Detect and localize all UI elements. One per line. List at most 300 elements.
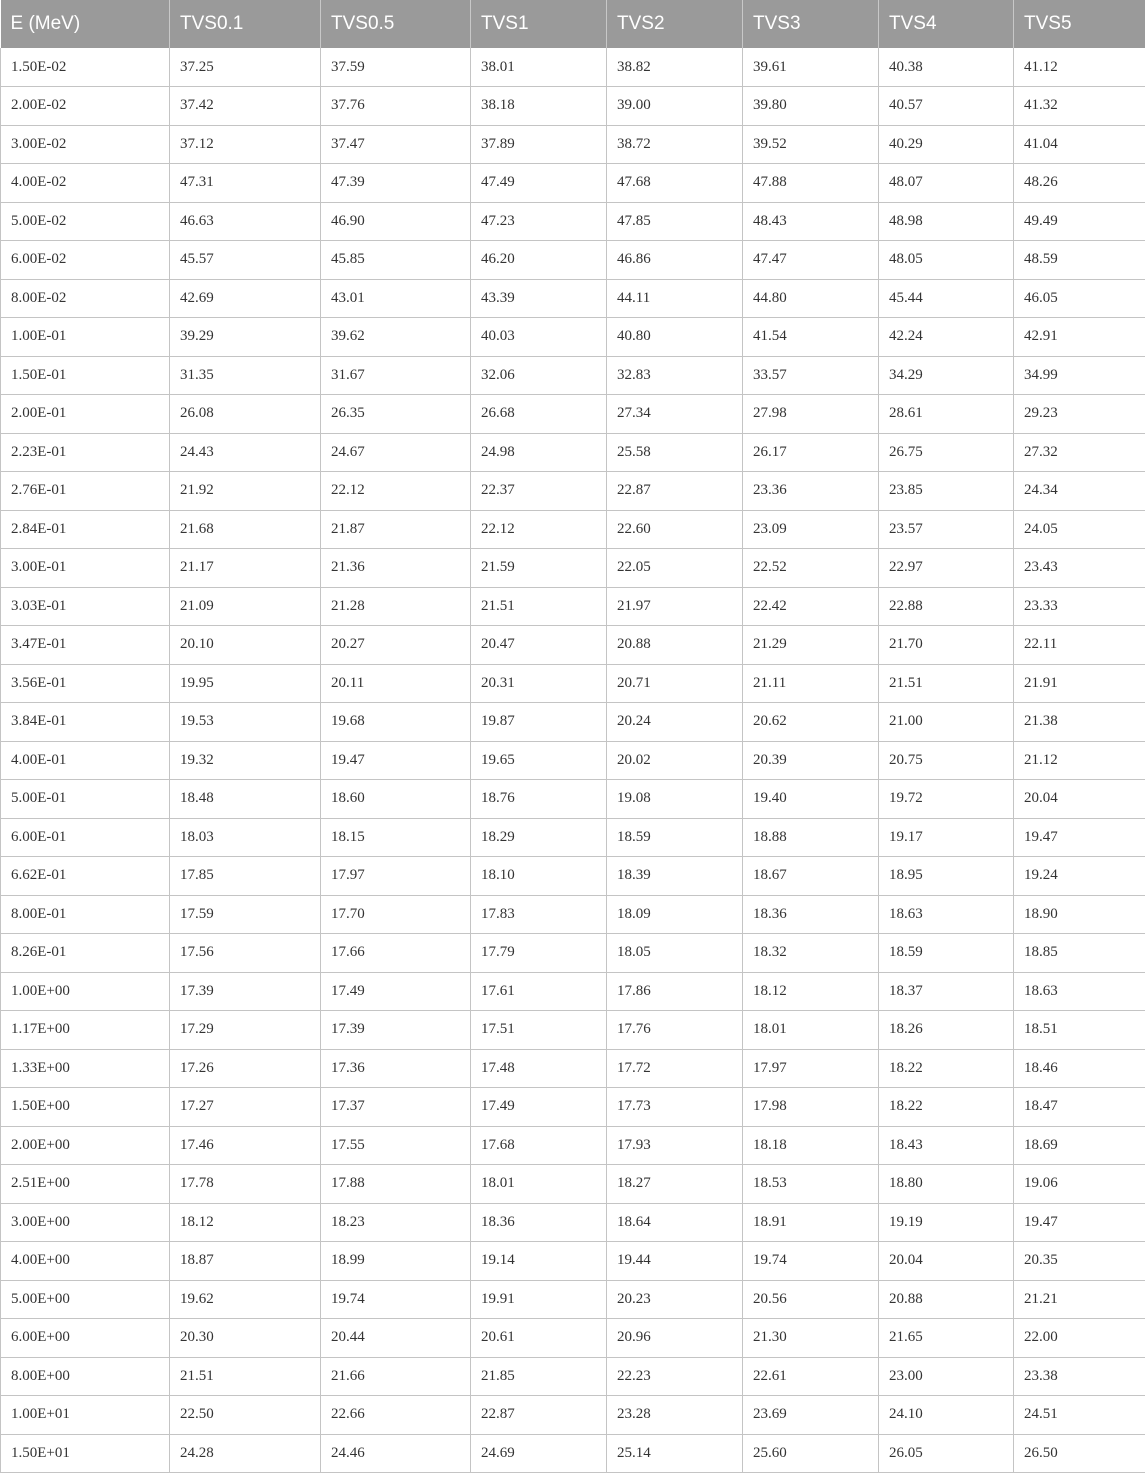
energy-cell: 1.50E+01 [1, 1434, 170, 1473]
value-cell: 17.85 [170, 857, 321, 896]
value-cell: 19.47 [1014, 818, 1145, 857]
table-row [1, 780, 1145, 819]
energy-cell: 8.00E-01 [1, 895, 170, 934]
table-row [1, 626, 1145, 665]
value-cell: 37.47 [321, 125, 471, 164]
value-cell: 24.46 [321, 1434, 471, 1473]
value-cell: 22.12 [321, 472, 471, 511]
value-cell: 38.82 [607, 48, 743, 87]
table-row [1, 1203, 1145, 1242]
value-cell: 19.47 [1014, 1203, 1145, 1242]
value-cell: 18.76 [471, 780, 607, 819]
energy-cell: 3.84E-01 [1, 703, 170, 742]
value-cell: 18.23 [321, 1203, 471, 1242]
value-cell: 17.29 [170, 1011, 321, 1050]
value-cell: 26.75 [879, 433, 1014, 472]
value-cell: 25.60 [743, 1434, 879, 1473]
energy-cell: 1.17E+00 [1, 1011, 170, 1050]
table-row [1, 241, 1145, 280]
table-row [1, 818, 1145, 857]
value-cell: 49.49 [1014, 202, 1145, 241]
value-cell: 24.28 [170, 1434, 321, 1473]
table-row [1, 87, 1145, 126]
value-cell: 20.30 [170, 1319, 321, 1358]
value-cell: 18.22 [879, 1049, 1014, 1088]
table-row [1, 1165, 1145, 1204]
value-cell: 20.75 [879, 741, 1014, 780]
value-cell: 40.57 [879, 87, 1014, 126]
value-cell: 42.69 [170, 279, 321, 318]
value-cell: 22.97 [879, 549, 1014, 588]
value-cell: 17.98 [743, 1088, 879, 1127]
value-cell: 26.17 [743, 433, 879, 472]
value-cell: 20.23 [607, 1280, 743, 1319]
energy-cell: 2.84E-01 [1, 510, 170, 549]
value-cell: 17.76 [607, 1011, 743, 1050]
value-cell: 22.05 [607, 549, 743, 588]
value-cell: 26.05 [879, 1434, 1014, 1473]
value-cell: 19.14 [471, 1242, 607, 1281]
value-cell: 18.15 [321, 818, 471, 857]
value-cell: 21.66 [321, 1357, 471, 1396]
value-cell: 22.52 [743, 549, 879, 588]
value-cell: 23.36 [743, 472, 879, 511]
value-cell: 26.35 [321, 395, 471, 434]
value-cell: 24.51 [1014, 1396, 1145, 1435]
value-cell: 47.49 [471, 164, 607, 203]
value-cell: 19.65 [471, 741, 607, 780]
value-cell: 46.86 [607, 241, 743, 280]
value-cell: 18.95 [879, 857, 1014, 896]
value-cell: 18.36 [471, 1203, 607, 1242]
value-cell: 17.93 [607, 1126, 743, 1165]
value-cell: 20.10 [170, 626, 321, 665]
table-row [1, 202, 1145, 241]
value-cell: 18.39 [607, 857, 743, 896]
value-cell: 37.76 [321, 87, 471, 126]
energy-cell: 1.50E+00 [1, 1088, 170, 1127]
value-cell: 17.66 [321, 934, 471, 973]
value-cell: 45.85 [321, 241, 471, 280]
value-cell: 29.23 [1014, 395, 1145, 434]
table-row [1, 549, 1145, 588]
value-cell: 21.70 [879, 626, 1014, 665]
value-cell: 22.00 [1014, 1319, 1145, 1358]
energy-cell: 8.26E-01 [1, 934, 170, 973]
value-cell: 18.85 [1014, 934, 1145, 973]
value-cell: 22.42 [743, 587, 879, 626]
value-cell: 27.98 [743, 395, 879, 434]
value-cell: 20.35 [1014, 1242, 1145, 1281]
value-cell: 18.59 [607, 818, 743, 857]
table-row [1, 1434, 1145, 1473]
value-cell: 23.09 [743, 510, 879, 549]
value-cell: 37.12 [170, 125, 321, 164]
table-row [1, 1357, 1145, 1396]
value-cell: 21.59 [471, 549, 607, 588]
value-cell: 22.66 [321, 1396, 471, 1435]
value-cell: 18.63 [879, 895, 1014, 934]
energy-cell: 2.00E-01 [1, 395, 170, 434]
table-row [1, 318, 1145, 357]
value-cell: 22.12 [471, 510, 607, 549]
table-row [1, 1280, 1145, 1319]
energy-cell: 2.23E-01 [1, 433, 170, 472]
value-cell: 18.88 [743, 818, 879, 857]
value-cell: 20.11 [321, 664, 471, 703]
value-cell: 20.39 [743, 741, 879, 780]
value-cell: 20.02 [607, 741, 743, 780]
value-cell: 19.08 [607, 780, 743, 819]
value-cell: 23.69 [743, 1396, 879, 1435]
table-row [1, 587, 1145, 626]
table-row [1, 664, 1145, 703]
table-row [1, 164, 1145, 203]
energy-cell: 4.00E-01 [1, 741, 170, 780]
value-cell: 46.63 [170, 202, 321, 241]
value-cell: 21.97 [607, 587, 743, 626]
value-cell: 38.01 [471, 48, 607, 87]
value-cell: 45.44 [879, 279, 1014, 318]
value-cell: 20.96 [607, 1319, 743, 1358]
value-cell: 18.37 [879, 972, 1014, 1011]
value-cell: 18.10 [471, 857, 607, 896]
value-cell: 46.05 [1014, 279, 1145, 318]
column-header-energy: E (MeV) [1, 0, 170, 48]
value-cell: 40.80 [607, 318, 743, 357]
value-cell: 26.68 [471, 395, 607, 434]
table-row [1, 1319, 1145, 1358]
value-cell: 18.48 [170, 780, 321, 819]
value-cell: 37.25 [170, 48, 321, 87]
value-cell: 17.39 [170, 972, 321, 1011]
value-cell: 21.51 [879, 664, 1014, 703]
value-cell: 21.28 [321, 587, 471, 626]
value-cell: 21.11 [743, 664, 879, 703]
value-cell: 18.53 [743, 1165, 879, 1204]
table-row [1, 356, 1145, 395]
value-cell: 23.38 [1014, 1357, 1145, 1396]
value-cell: 43.39 [471, 279, 607, 318]
value-cell: 18.80 [879, 1165, 1014, 1204]
value-cell: 18.47 [1014, 1088, 1145, 1127]
value-cell: 48.43 [743, 202, 879, 241]
value-cell: 31.67 [321, 356, 471, 395]
value-cell: 21.29 [743, 626, 879, 665]
value-cell: 19.47 [321, 741, 471, 780]
value-cell: 21.30 [743, 1319, 879, 1358]
value-cell: 27.32 [1014, 433, 1145, 472]
value-cell: 21.91 [1014, 664, 1145, 703]
table-row [1, 472, 1145, 511]
value-cell: 43.01 [321, 279, 471, 318]
value-cell: 18.12 [170, 1203, 321, 1242]
value-cell: 17.61 [471, 972, 607, 1011]
value-cell: 20.04 [1014, 780, 1145, 819]
value-cell: 24.98 [471, 433, 607, 472]
value-cell: 19.40 [743, 780, 879, 819]
value-cell: 18.18 [743, 1126, 879, 1165]
value-cell: 18.05 [607, 934, 743, 973]
value-cell: 17.56 [170, 934, 321, 973]
value-cell: 40.29 [879, 125, 1014, 164]
value-cell: 18.64 [607, 1203, 743, 1242]
value-cell: 18.22 [879, 1088, 1014, 1127]
value-cell: 21.21 [1014, 1280, 1145, 1319]
value-cell: 18.26 [879, 1011, 1014, 1050]
value-cell: 19.44 [607, 1242, 743, 1281]
value-cell: 34.99 [1014, 356, 1145, 395]
value-cell: 39.62 [321, 318, 471, 357]
value-cell: 18.46 [1014, 1049, 1145, 1088]
value-cell: 41.54 [743, 318, 879, 357]
value-cell: 18.27 [607, 1165, 743, 1204]
table-row [1, 48, 1145, 87]
value-cell: 19.87 [471, 703, 607, 742]
value-cell: 48.59 [1014, 241, 1145, 280]
table-row [1, 1126, 1145, 1165]
value-cell: 24.10 [879, 1396, 1014, 1435]
value-cell: 23.43 [1014, 549, 1145, 588]
value-cell: 23.33 [1014, 587, 1145, 626]
value-cell: 39.80 [743, 87, 879, 126]
energy-cell: 8.00E+00 [1, 1357, 170, 1396]
value-cell: 17.97 [743, 1049, 879, 1088]
column-header-tvs0-5: TVS0.5 [321, 0, 471, 48]
value-cell: 21.12 [1014, 741, 1145, 780]
value-cell: 46.90 [321, 202, 471, 241]
value-cell: 41.04 [1014, 125, 1145, 164]
energy-cell: 2.51E+00 [1, 1165, 170, 1204]
value-cell: 19.53 [170, 703, 321, 742]
value-cell: 42.24 [879, 318, 1014, 357]
value-cell: 32.83 [607, 356, 743, 395]
value-cell: 24.67 [321, 433, 471, 472]
header-row [1, 0, 1145, 48]
value-cell: 18.59 [879, 934, 1014, 973]
value-cell: 19.91 [471, 1280, 607, 1319]
table-row [1, 433, 1145, 472]
value-cell: 17.55 [321, 1126, 471, 1165]
value-cell: 21.36 [321, 549, 471, 588]
value-cell: 20.71 [607, 664, 743, 703]
value-cell: 22.61 [743, 1357, 879, 1396]
value-cell: 44.11 [607, 279, 743, 318]
energy-cell: 3.47E-01 [1, 626, 170, 665]
value-cell: 21.38 [1014, 703, 1145, 742]
value-cell: 18.60 [321, 780, 471, 819]
energy-cell: 3.00E-02 [1, 125, 170, 164]
value-cell: 19.62 [170, 1280, 321, 1319]
value-cell: 17.59 [170, 895, 321, 934]
energy-cell: 5.00E-02 [1, 202, 170, 241]
value-cell: 46.20 [471, 241, 607, 280]
value-cell: 41.32 [1014, 87, 1145, 126]
value-cell: 21.51 [170, 1357, 321, 1396]
value-cell: 21.68 [170, 510, 321, 549]
energy-cell: 1.50E-02 [1, 48, 170, 87]
value-cell: 48.05 [879, 241, 1014, 280]
value-cell: 47.31 [170, 164, 321, 203]
value-cell: 21.85 [471, 1357, 607, 1396]
value-cell: 17.97 [321, 857, 471, 896]
value-cell: 40.03 [471, 318, 607, 357]
value-cell: 25.14 [607, 1434, 743, 1473]
value-cell: 39.61 [743, 48, 879, 87]
energy-cell: 3.00E+00 [1, 1203, 170, 1242]
value-cell: 18.67 [743, 857, 879, 896]
energy-cell: 3.56E-01 [1, 664, 170, 703]
value-cell: 19.06 [1014, 1165, 1145, 1204]
table-row [1, 703, 1145, 742]
value-cell: 21.65 [879, 1319, 1014, 1358]
energy-cell: 6.00E+00 [1, 1319, 170, 1358]
value-cell: 22.50 [170, 1396, 321, 1435]
value-cell: 32.06 [471, 356, 607, 395]
table-row [1, 1088, 1145, 1127]
value-cell: 17.51 [471, 1011, 607, 1050]
energy-cell: 1.33E+00 [1, 1049, 170, 1088]
table-row [1, 972, 1145, 1011]
value-cell: 18.51 [1014, 1011, 1145, 1050]
value-cell: 18.03 [170, 818, 321, 857]
value-cell: 17.36 [321, 1049, 471, 1088]
value-cell: 31.35 [170, 356, 321, 395]
value-cell: 47.68 [607, 164, 743, 203]
energy-cell: 5.00E-01 [1, 780, 170, 819]
value-cell: 47.88 [743, 164, 879, 203]
value-cell: 28.61 [879, 395, 1014, 434]
value-cell: 22.87 [607, 472, 743, 511]
value-cell: 18.01 [743, 1011, 879, 1050]
value-cell: 20.56 [743, 1280, 879, 1319]
energy-cell: 6.00E-02 [1, 241, 170, 280]
value-cell: 24.05 [1014, 510, 1145, 549]
value-cell: 17.73 [607, 1088, 743, 1127]
value-cell: 17.46 [170, 1126, 321, 1165]
table-row [1, 741, 1145, 780]
value-cell: 18.91 [743, 1203, 879, 1242]
value-cell: 22.87 [471, 1396, 607, 1435]
column-header-tvs0-1: TVS0.1 [170, 0, 321, 48]
energy-cell: 1.50E-01 [1, 356, 170, 395]
value-cell: 18.12 [743, 972, 879, 1011]
value-cell: 20.47 [471, 626, 607, 665]
value-cell: 23.00 [879, 1357, 1014, 1396]
column-header-tvs3: TVS3 [743, 0, 879, 48]
value-cell: 19.74 [743, 1242, 879, 1281]
table-row [1, 125, 1145, 164]
value-cell: 19.19 [879, 1203, 1014, 1242]
energy-cell: 2.00E+00 [1, 1126, 170, 1165]
value-cell: 17.26 [170, 1049, 321, 1088]
energy-cell: 1.00E+00 [1, 972, 170, 1011]
value-cell: 23.57 [879, 510, 1014, 549]
value-cell: 18.29 [471, 818, 607, 857]
value-cell: 24.69 [471, 1434, 607, 1473]
value-cell: 17.72 [607, 1049, 743, 1088]
energy-cell: 5.00E+00 [1, 1280, 170, 1319]
energy-cell: 6.00E-01 [1, 818, 170, 857]
energy-cell: 2.76E-01 [1, 472, 170, 511]
table-row [1, 934, 1145, 973]
value-cell: 17.83 [471, 895, 607, 934]
energy-cell: 4.00E-02 [1, 164, 170, 203]
value-cell: 27.34 [607, 395, 743, 434]
value-cell: 21.87 [321, 510, 471, 549]
value-cell: 18.43 [879, 1126, 1014, 1165]
value-cell: 26.08 [170, 395, 321, 434]
value-cell: 19.95 [170, 664, 321, 703]
value-cell: 21.92 [170, 472, 321, 511]
value-cell: 37.59 [321, 48, 471, 87]
value-cell: 18.01 [471, 1165, 607, 1204]
value-cell: 37.89 [471, 125, 607, 164]
value-cell: 19.68 [321, 703, 471, 742]
value-cell: 22.23 [607, 1357, 743, 1396]
value-cell: 42.91 [1014, 318, 1145, 357]
value-cell: 21.09 [170, 587, 321, 626]
table-row [1, 395, 1145, 434]
value-cell: 39.52 [743, 125, 879, 164]
value-cell: 20.62 [743, 703, 879, 742]
value-cell: 18.69 [1014, 1126, 1145, 1165]
value-cell: 18.63 [1014, 972, 1145, 1011]
energy-cell: 4.00E+00 [1, 1242, 170, 1281]
value-cell: 39.00 [607, 87, 743, 126]
table-body [1, 48, 1145, 1473]
value-cell: 48.07 [879, 164, 1014, 203]
value-cell: 47.39 [321, 164, 471, 203]
value-cell: 17.78 [170, 1165, 321, 1204]
value-cell: 25.58 [607, 433, 743, 472]
value-cell: 21.51 [471, 587, 607, 626]
value-cell: 20.44 [321, 1319, 471, 1358]
value-cell: 39.29 [170, 318, 321, 357]
value-cell: 19.74 [321, 1280, 471, 1319]
value-cell: 19.17 [879, 818, 1014, 857]
value-cell: 19.72 [879, 780, 1014, 819]
table-row [1, 1049, 1145, 1088]
value-cell: 48.26 [1014, 164, 1145, 203]
value-cell: 18.36 [743, 895, 879, 934]
value-cell: 23.28 [607, 1396, 743, 1435]
value-cell: 17.27 [170, 1088, 321, 1127]
table-row [1, 857, 1145, 896]
value-cell: 22.37 [471, 472, 607, 511]
value-cell: 20.88 [607, 626, 743, 665]
value-cell: 40.38 [879, 48, 1014, 87]
value-cell: 18.90 [1014, 895, 1145, 934]
value-cell: 18.09 [607, 895, 743, 934]
value-cell: 17.39 [321, 1011, 471, 1050]
value-cell: 17.37 [321, 1088, 471, 1127]
energy-cell: 2.00E-02 [1, 87, 170, 126]
value-cell: 22.11 [1014, 626, 1145, 665]
table-row [1, 1242, 1145, 1281]
value-cell: 22.88 [879, 587, 1014, 626]
energy-cell: 1.00E+01 [1, 1396, 170, 1435]
value-cell: 17.49 [471, 1088, 607, 1127]
table-row [1, 895, 1145, 934]
value-cell: 26.50 [1014, 1434, 1145, 1473]
energy-cell: 8.00E-02 [1, 279, 170, 318]
value-cell: 44.80 [743, 279, 879, 318]
value-cell: 23.85 [879, 472, 1014, 511]
value-cell: 18.32 [743, 934, 879, 973]
value-cell: 19.32 [170, 741, 321, 780]
value-cell: 21.00 [879, 703, 1014, 742]
